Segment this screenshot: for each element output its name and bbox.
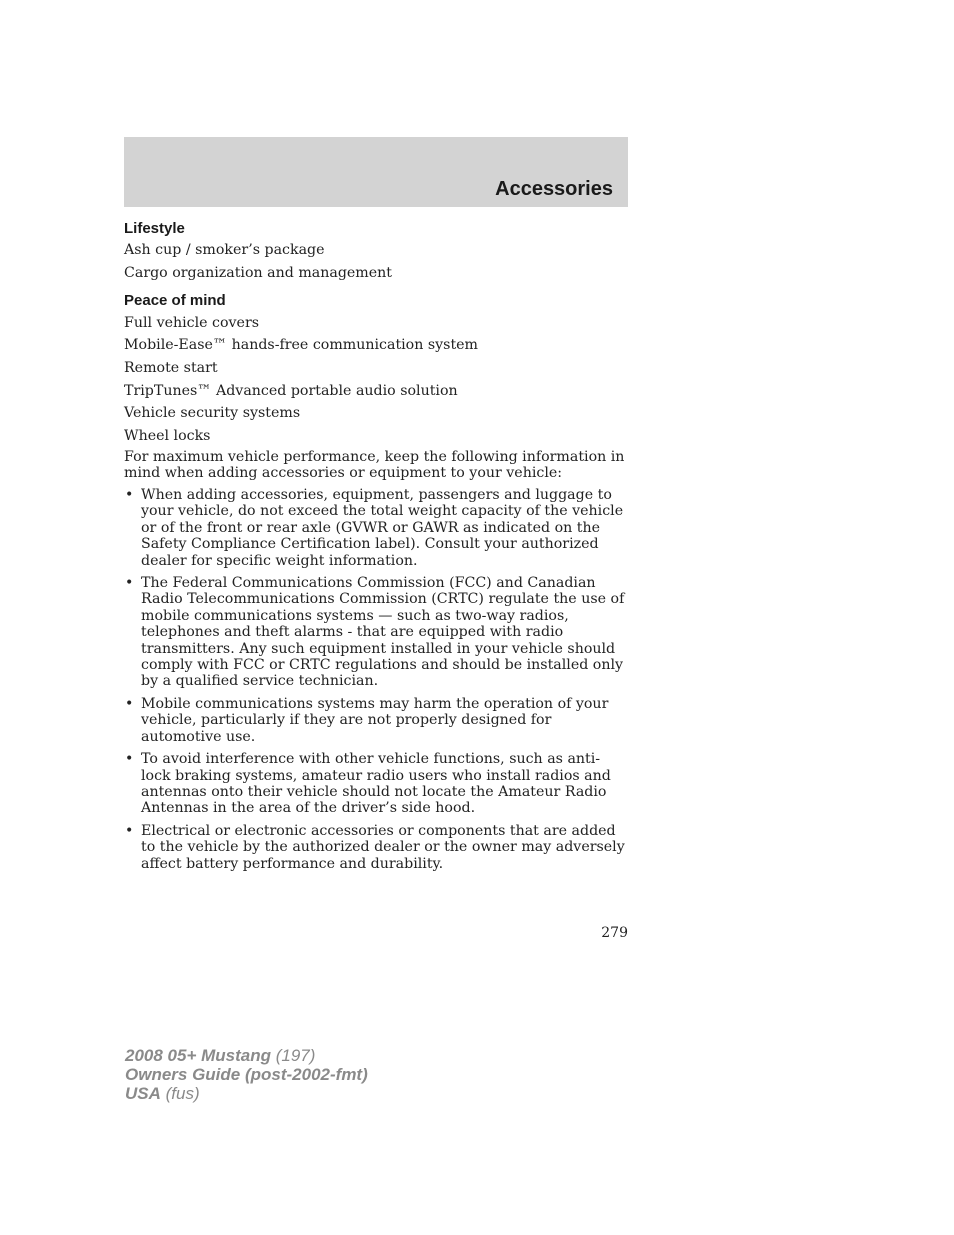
footer-model: 2008 05+ Mustang [125,1046,271,1065]
footer-line-market [125,1084,368,1103]
footer-doc-info [125,1046,368,1103]
bullet-text: Mobile communications systems may harm the operation of your vehicle, particularly if they are not properly designed for automotive use. [141,695,609,745]
bullet-icon: • [125,575,134,592]
bullet-text: Electrical or electronic accessories or components that are added to the vehicle by the authorized dealer or the owner may adversely affect battery performance and durability. [141,822,625,872]
list-item: Full vehicle covers [124,314,260,331]
bullet-item [124,823,628,872]
page-content [124,219,628,878]
bullet-item [124,487,628,569]
header-band [124,137,628,207]
bullet-text: To avoid interference with other vehicle functions, such as anti-lock braking systems, amateur radio users who install radios and antennas onto their vehicle should not locate the Amateur Radio Antennas in the area of the driver’s side hood. [141,751,611,817]
list-item: Cargo organization and management [124,264,392,281]
list-item: Wheel locks [124,428,211,445]
footer-model-code: (197) [271,1046,316,1065]
footer-line-guide [125,1065,368,1084]
page-title: Accessories [495,178,613,200]
bullet-icon: • [125,751,134,768]
footer-line-model [125,1046,368,1065]
bullet-item [124,575,628,690]
page-number: 279 [601,925,628,941]
bullet-item [124,751,628,817]
bullet-icon: • [125,695,134,712]
bullet-icon: • [125,487,134,503]
footer-market: USA [125,1084,161,1103]
list-item: Vehicle security systems [124,405,301,422]
bullet-icon: • [125,822,134,839]
footer-guide: Owners Guide (post-2002-fmt) [125,1065,368,1084]
bullet-text: The Federal Communications Commission (FCC) and Canadian Radio Telecommunications Commission (CRTC) regulate the use of mobile communications systems — such as two-way radios, telephones and theft alarms - that are equipped with radio transmitters. Any such equipment installed in your vehicle should comply with FCC or CRTC regulations and should be installed only by a qualified service technician. [141,575,625,690]
intro-paragraph: For maximum vehicle performance, keep the following information in mind when adding accessories or equipment to your vehicle: [124,448,625,482]
list-item: Mobile-Ease™ hands-free communication system [124,337,478,354]
bullet-list [124,487,628,872]
bullet-item [124,696,628,745]
list-item: TripTunes™ Advanced portable audio solution [124,382,458,399]
bullet-text: When adding accessories, equipment, passengers and luggage to your vehicle, do not exceed the total weight capacity of the vehicle or of the front or rear axle (GVWR or GAWR as indicated on the Safety Compliance Certification label). Consult your authorized dealer for specific weight information. [141,487,624,569]
section-heading-peace-of-mind: Peace of mind [124,291,226,309]
list-item: Ash cup / smoker’s package [124,242,325,258]
section-heading-lifestyle: Lifestyle [124,220,185,237]
list-item: Remote start [124,360,218,377]
footer-market-code: (fus) [160,1084,200,1103]
